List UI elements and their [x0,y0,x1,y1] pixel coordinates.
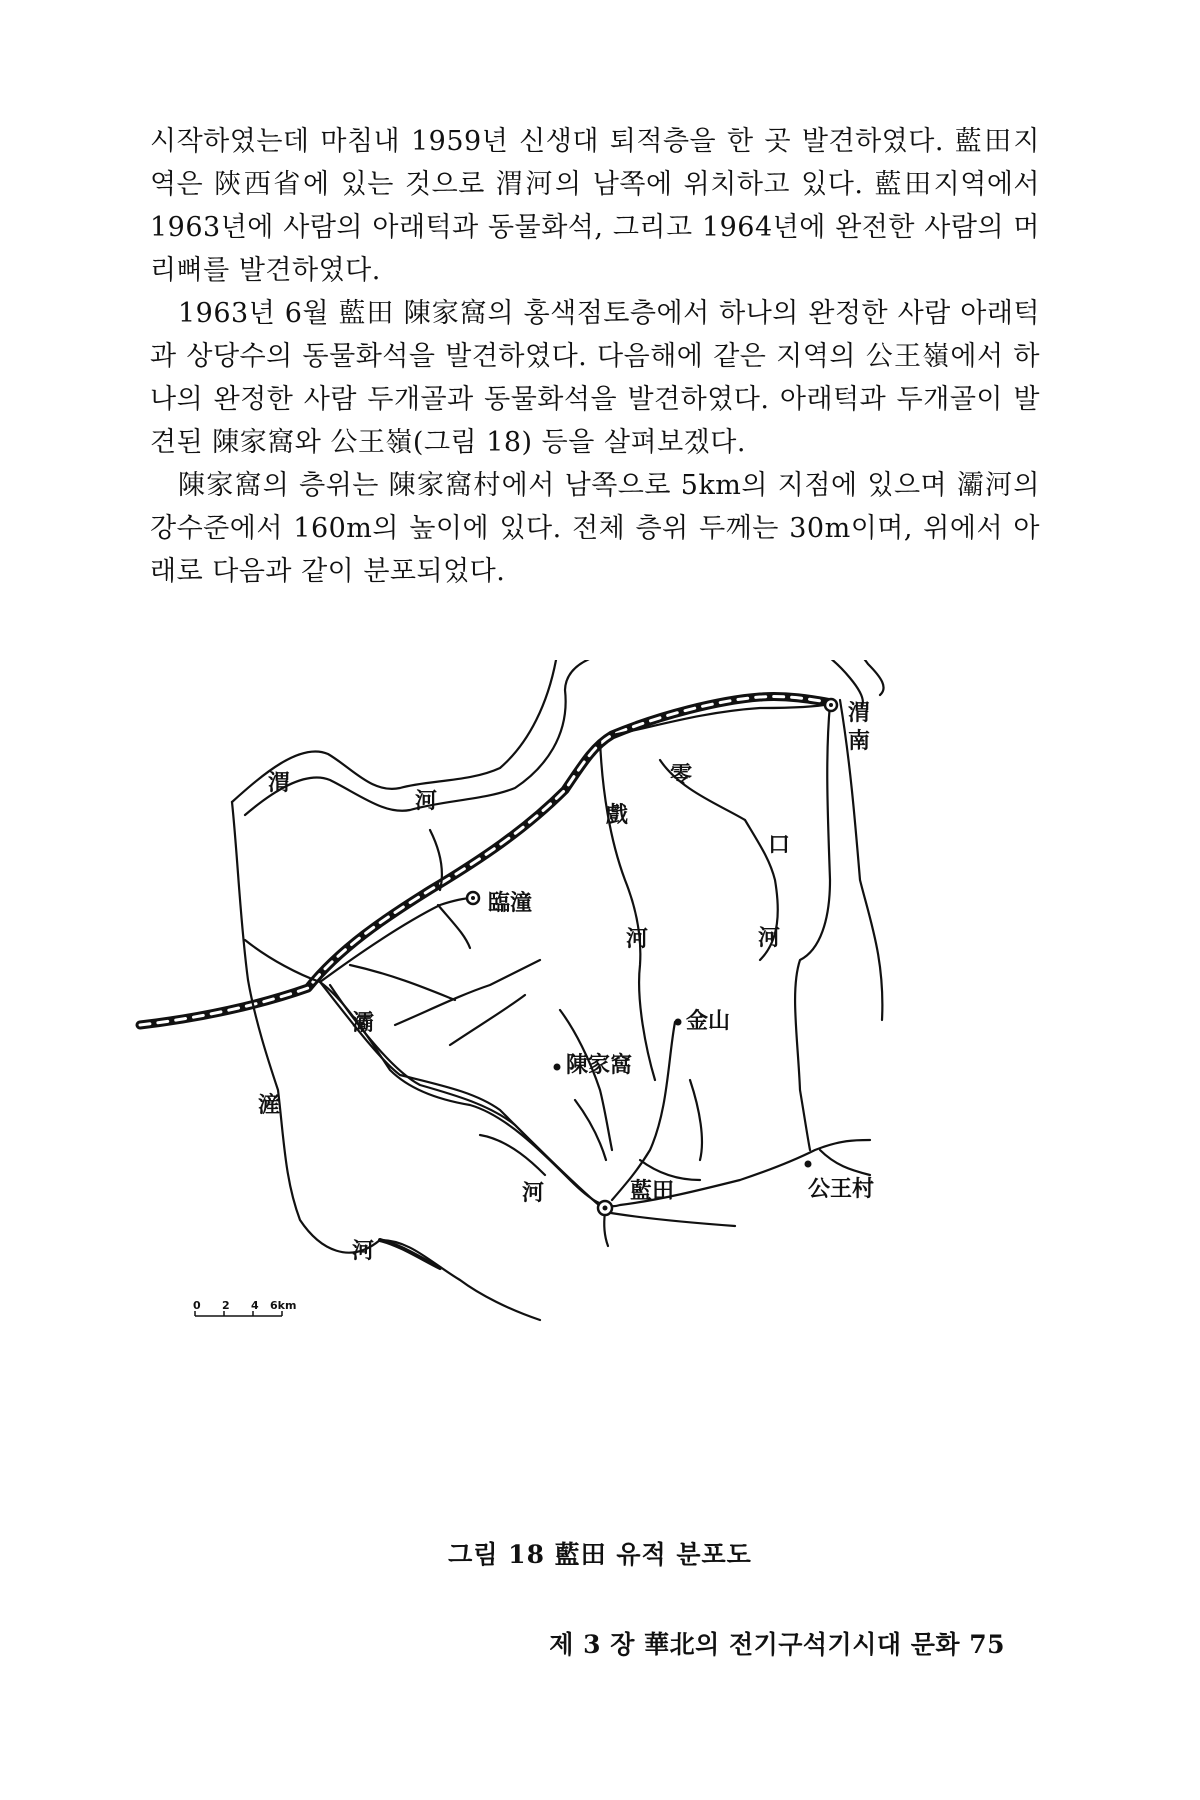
label-lintong: 臨潼 [488,890,533,916]
label-xi: 戲 [606,802,629,828]
tributary-11 [605,1212,735,1226]
label-he-lingkou: 河 [758,925,781,951]
lantian-site-map [130,660,910,1350]
lingkou-river [795,704,830,1150]
paragraph-3: 陳家窩의 층위는 陳家窩村에서 남쪽으로 5km의 지점에 있으며 灞河의 강수준에서 160m의 높이에 있다. 전체 층위 두께는 30m이며, 위에서 아래로 다음과 같이 분포되었다. [150,470,1040,587]
label-jinshan: 金山 [686,1008,731,1034]
wei-river-inner [245,660,863,815]
label-he-xi: 河 [626,926,649,952]
tributary-9 [640,1160,700,1180]
tributary-10 [480,1135,545,1175]
tributary-5 [450,995,525,1045]
label-lantian: 藍田 [630,1178,675,1204]
scale-4: 4 [251,1299,259,1312]
label-kou: 口 [768,832,791,858]
town-markers [467,699,837,1215]
page-footer: 제 3 장 華北의 전기구석기시대 문화 75 [549,1630,1005,1659]
tributary-7 [575,1100,606,1160]
scale-6km: 6km [270,1299,297,1312]
tributary-2 [438,905,470,948]
paragraph-2: 1963년 6월 藍田 陳家窩의 홍색점토층에서 하나의 완정한 사람 아래턱과 상당수의 동물화석을 발견하였다. 다음해에 같은 지역의 公王嶺에서 하나의 완정한 사람 두개골과 동물화석을 발견하였다. 아래턱과 두개골이 발견된 陳家窩와 公王嶺(그림 18) 등을 살펴보겠다. [150,298,1040,458]
scale-bar [193,1299,296,1316]
figure-caption: 그림 18 藍田 유적 분포도 [448,1540,752,1569]
railway [140,697,832,1025]
label-weinan-2: 南 [848,728,871,754]
chan-river-bold [380,1240,440,1268]
label-weinan-1: 渭 [848,700,871,726]
xi-river [600,740,655,1080]
railway-ties [140,697,832,1025]
paragraph-1: 시작하였는데 마침내 1959년 신생대 퇴적층을 한 곳 발견하였다. 藍田지역은 陝西省에 있는 것으로 渭河의 남쪽에 위치하고 있다. 藍田지역에서 1963년에 사람의 아래턱과 동물화석, 그리고 1964년에 완전한 사람의 머리뼈를 발견하였다. [150,126,1040,286]
body-text [150,120,1040,593]
tributary-8 [690,1080,702,1160]
tributary-12 [604,1212,608,1246]
tributary-4 [395,960,540,1025]
label-gongwangcun: 公王村 [808,1176,875,1202]
jinshan-dot [675,1019,682,1026]
label-ba: 灞 [352,1010,375,1036]
label-chenjiawo: 陳家窩 [566,1052,633,1078]
scale-0: 0 [193,1299,201,1312]
tributary-6 [560,1010,612,1150]
tributary-3 [350,965,455,1000]
label-wei: 渭 [268,770,291,796]
tributary-13 [820,1150,870,1175]
scale-2: 2 [222,1299,230,1312]
label-chan: 滻 [258,1092,281,1118]
label-he-ba: 河 [522,1180,545,1206]
label-ling: 零 [670,762,693,788]
ba-river [245,940,870,1206]
label-he-chan: 河 [352,1238,375,1264]
label-he-top: 河 [415,788,438,814]
gongwangcun-dot [805,1161,812,1168]
chenjiawo-dot [554,1064,561,1071]
